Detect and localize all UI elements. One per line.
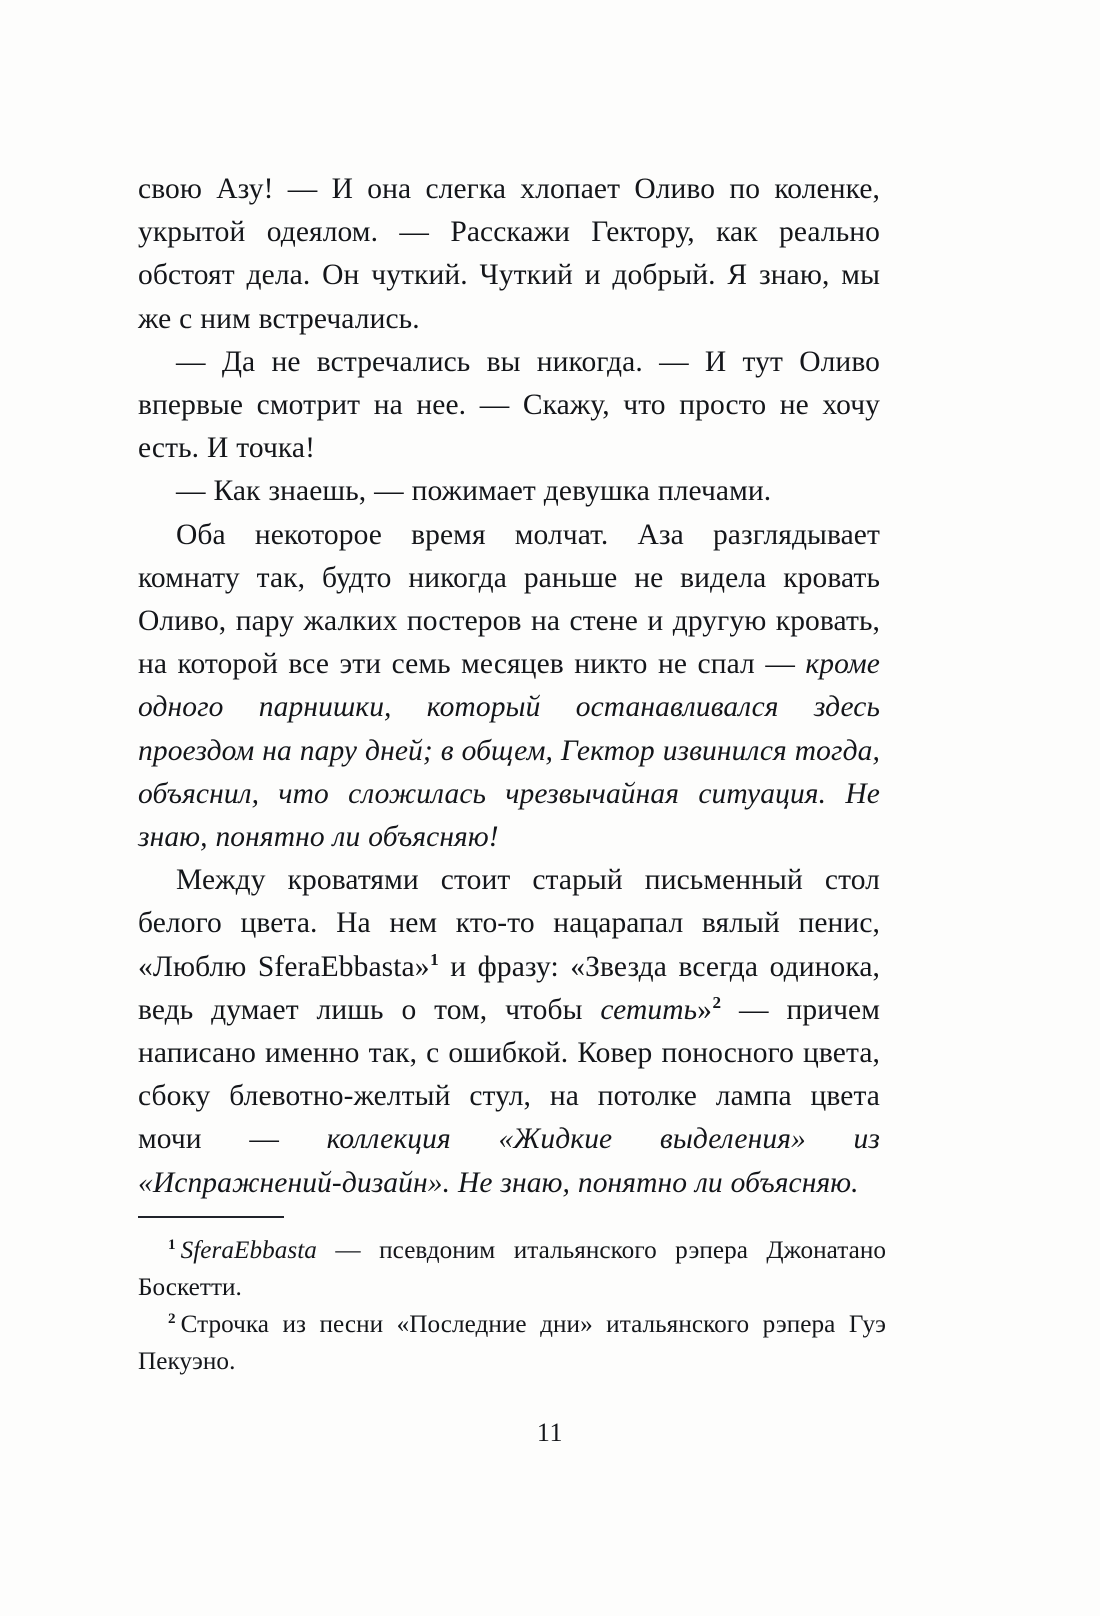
text-run: — причем написано именно так, с ошибкой. Ковер поносного цвета, сбоку блевотно-желтый стул, на потолке лампа цвета мочи — [138,993,880,1156]
text-run: » [697,993,713,1026]
paragraph [138,168,880,341]
footnote-text: — псевдоним итальянского рэпера Джонатано Боскетти. [138,1237,886,1301]
body-text-block [138,168,880,1205]
paragraph [138,341,880,471]
footnotes-section [138,1216,886,1380]
text-run: — Как знаешь, — пожимает девушка плечами. [176,475,772,508]
footnote-item [138,1232,886,1306]
paragraph [138,514,880,860]
footnote-marker: 1 [168,1236,176,1253]
text-run: — Да не встречались вы никогда. — И тут Оливо впервые смотрит на нее. — Скажу, что просто не хочу есть. И точка! [138,345,880,465]
footnote-marker: 2 [168,1310,176,1327]
text-run: Между кроватями стоит старый письменный стол белого цвета. На нем кто-то нацарапал вялый пенис, «Люблю SferaEbbasta» [138,864,880,983]
footnote-item [138,1306,886,1380]
footnote-separator-rule [138,1216,284,1218]
text-run: и фразу: «Звезда всегда одинока, ведь думает лишь о том, чтобы [138,950,880,1026]
page-number: 11 [536,1418,564,1447]
paragraph [138,859,880,1205]
text-run: Оба некоторое время молчат. Аза разглядывает комнату так, будто никогда раньше не видела кровать Оливо, пару жалких постеров на стене и другую кровать, на которой все эти семь месяцев никто не спал — [138,518,880,681]
footnote-ref-2[interactable]: 2 [712,993,722,1013]
paragraph [138,470,880,513]
footnote-text-italic: SferaEbbasta [180,1237,317,1264]
footnote-ref-1[interactable]: 1 [430,949,439,969]
text-run-italic: кроме одного парнишки, который останавливался здесь проездом на пару дней; в общем, Гектор извинился тогда, объяснил, что сложилась чрезвычайная ситуация. Не знаю, понятно ли объясняю! [138,648,880,854]
text-run-italic: коллекция «Жидкие выделения» из «Испражнений-дизайн». Не знаю, понятно ли объясняю. [138,1123,881,1199]
text-run: свою Азу! — И она слегка хлопает Оливо по коленке, укрытой одеялом. — Расскажи Гектору, как реально обстоят дела. Он чуткий. Чуткий и добрый. Я знаю, мы же с ним встречались. [138,173,880,335]
footnote-text: Строчка из песни «Последние дни» итальянского рэпера Гуэ Пекуэно. [138,1311,886,1375]
text-run-italic: сетить [600,993,698,1026]
